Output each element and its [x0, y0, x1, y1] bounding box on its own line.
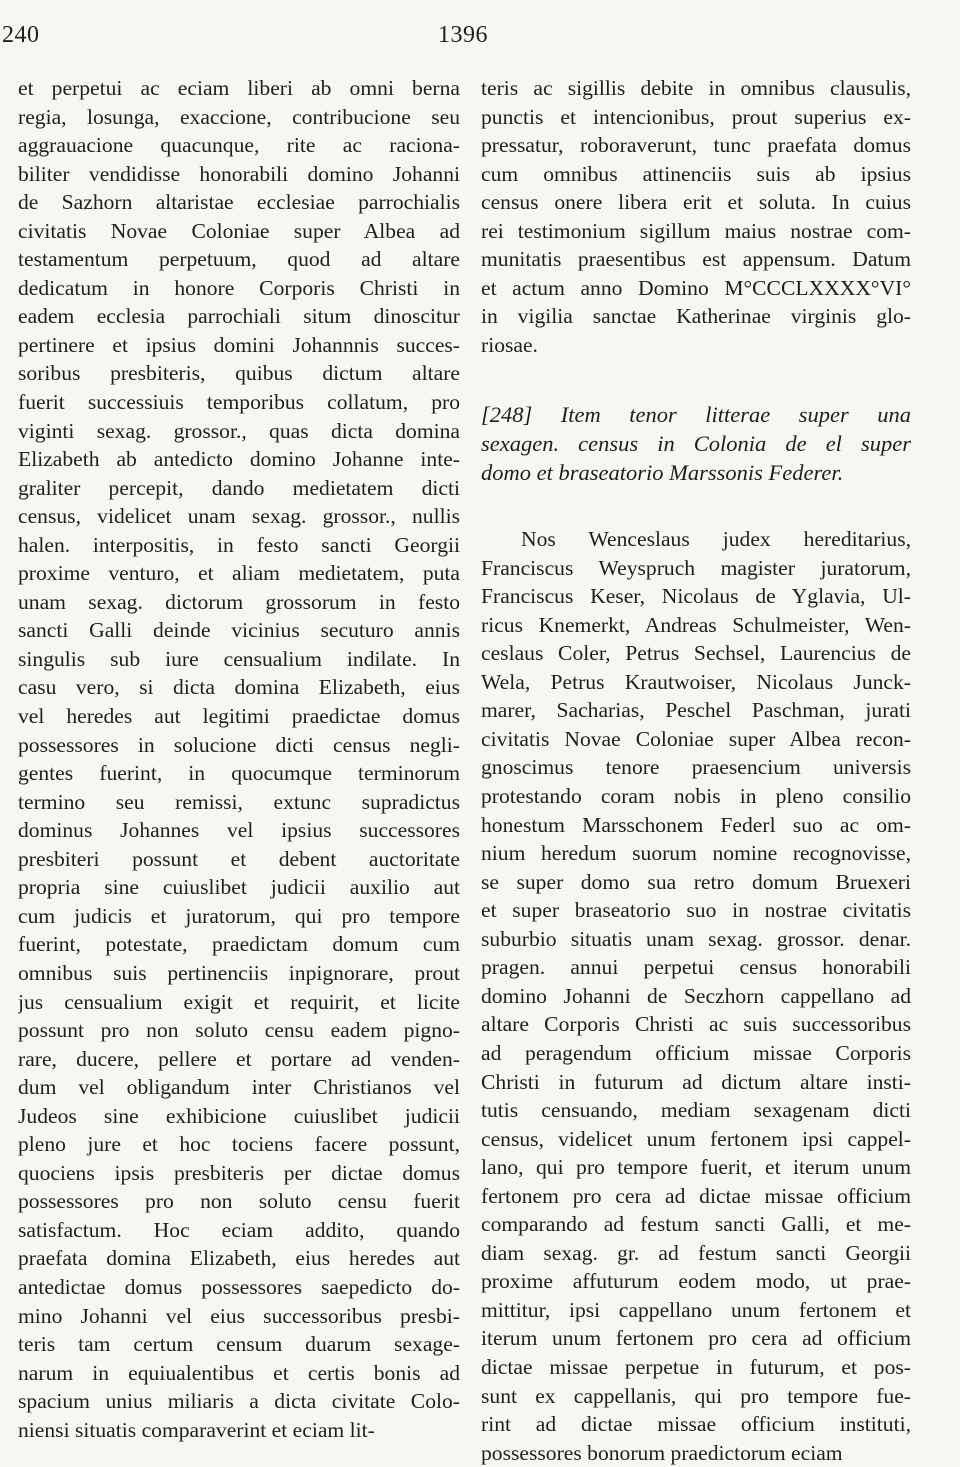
text-line: teris tam certum censum duarum sexage-	[18, 1332, 460, 1357]
text-line: dictae missae perpetue in futurum, et pos-	[481, 1354, 911, 1379]
text-line: Elizabeth ab antedicto domino Johanne inte-	[18, 447, 460, 472]
text-line: riosae.	[481, 332, 538, 357]
text-line: et actum anno Domino M°CCCLXXXX°VI°	[481, 275, 911, 300]
text-line: satisfactum. Hoc eciam addito, quando	[18, 1217, 460, 1242]
text-line: narum in equiualentibus et certis bonis ad	[18, 1360, 460, 1385]
text-line: suburbio situatis unam sexag. grossor. denar.	[481, 926, 911, 951]
text-line: civitatis Novae Coloniae super Albea ad	[18, 218, 460, 243]
text-line: se super domo sua retro domum Bruexeri	[481, 869, 911, 894]
text-line: possessores pro non soluto censu fuerit	[18, 1189, 460, 1214]
text-line: cum omnibus attinenciis suis ab ipsius	[481, 161, 911, 186]
right-column	[481, 74, 911, 1467]
text-line: biliter vendidisse honorabili domino Johanni	[18, 161, 460, 186]
text-line: domo et braseatorio Marssonis Federer.	[481, 459, 844, 485]
text-line: ceslaus Coler, Petrus Sechsel, Laurencius de	[481, 641, 911, 666]
text-line: testamentum perpetuum, quod ad altare	[18, 247, 460, 272]
text-line: honestum Marsschonem Federl suo ac om-	[481, 812, 911, 837]
text-line: possunt pro non soluto censu eadem pigno-	[18, 1018, 460, 1043]
text-line: ricus Knemerkt, Andreas Schulmeister, Wen-	[481, 612, 911, 637]
text-line: pleno jure et hoc tociens facere possunt,	[18, 1132, 460, 1157]
text-line: civitatis Novae Coloniae super Albea recon-	[481, 726, 911, 751]
text-line: diam sexag. gr. ad festum sancti Georgii	[481, 1240, 911, 1265]
text-line: sexagen. census in Colonia de el super	[481, 431, 911, 457]
text-line: comparando ad festum sancti Galli, et me-	[481, 1212, 911, 1237]
text-line: Nos Wenceslaus judex hereditarius,	[521, 527, 911, 552]
text-line: ad peragendum officium missae Corporis	[481, 1040, 911, 1065]
text-line: fertonem pro cera ad dictae missae officium	[481, 1183, 911, 1208]
text-line: singulis sub iure censualium indilate. In	[18, 646, 460, 671]
text-line: lano, qui pro tempore fuerit, et iterum unum	[481, 1155, 911, 1180]
text-line: vel heredes aut legitimi praedictae domus	[18, 704, 460, 729]
text-line: [248] Item tenor litterae super una	[481, 402, 911, 428]
text-line: nium heredum suorum nomine recognovisse,	[481, 841, 911, 866]
text-line: munitatis praesentibus est appensum. Datum	[481, 247, 911, 272]
running-head-year: 1396	[438, 22, 488, 48]
text-line: census, videlicet unam sexag. grossor., nullis	[18, 504, 460, 529]
text-line: Franciscus Keser, Nicolaus de Yglavia, Ul-	[481, 584, 911, 609]
text-line: omnibus suis pertinenciis inpignorare, prout	[18, 960, 460, 985]
text-line: fuerit successiuis temporibus collatum, pro	[18, 390, 460, 415]
text-line: halen. interpositis, in festo sancti Georgii	[18, 532, 460, 557]
text-line: protestando coram nobis in pleno consilio	[481, 784, 911, 809]
text-line: Franciscus Weyspruch magister juratorum,	[481, 555, 911, 580]
text-line: possessores in solucione dicti census negli-	[18, 732, 460, 757]
text-line: dedicatum in honore Corporis Christi in	[18, 275, 460, 300]
text-line: casu vero, si dicta domina Elizabeth, eius	[18, 675, 460, 700]
text-line: pertinere et ipsius domini Johannnis succes-	[18, 332, 460, 357]
text-line: census, videlicet unum fertonem ipsi cappel-	[481, 1126, 911, 1151]
text-line: niensi situatis comparaverint et eciam lit-	[18, 1417, 375, 1442]
text-line: altare Corporis Christi ac suis successoribus	[481, 1012, 911, 1037]
text-line: viginti sexag. grossor., quas dicta domina	[18, 418, 460, 443]
text-line: presbiteri possunt et debent auctoritate	[18, 846, 460, 871]
text-line: proxime affuturum eodem modo, ut prae-	[481, 1269, 911, 1294]
text-line: fuerint, potestate, praedictam domum cum	[18, 932, 460, 957]
text-line: rare, ducere, pellere et portare ad venden-	[18, 1046, 460, 1071]
text-line: cum judicis et juratorum, qui pro tempore	[18, 903, 460, 928]
text-line: possessores bonorum praedictorum eciam	[481, 1440, 843, 1465]
text-line: in vigilia sanctae Katherinae virginis glo-	[481, 304, 911, 329]
text-line: aggrauacione quacunque, rite ac raciona-	[18, 133, 460, 158]
text-line: Wela, Petrus Krautwoiser, Nicolaus Junck-	[481, 669, 911, 694]
text-line: pressatur, roboraverunt, tunc praefata domus	[481, 133, 911, 158]
left-column	[18, 74, 460, 1444]
text-line: propria sine cuiuslibet judicii auxilio aut	[18, 875, 460, 900]
text-line: termino seu remissi, extunc supradictus	[18, 789, 460, 814]
page-number: 240	[2, 22, 40, 48]
text-line: praefata domina Elizabeth, eius heredes aut	[18, 1246, 460, 1271]
right-column-paragraph-2	[481, 525, 911, 1467]
text-line: Judeos sine exhibicione cuiuslibet judicii	[18, 1103, 460, 1128]
document-heading	[481, 401, 911, 487]
text-line: gentes fuerint, in quocumque terminorum	[18, 761, 460, 786]
text-line: dominus Johannes vel ipsius successores	[18, 818, 460, 843]
text-line: antedictae domus possessores saepedicto do-	[18, 1274, 460, 1299]
text-line: jus censualium exigit et requirit, et licite	[18, 989, 460, 1014]
text-line: et super braseatorio suo in nostrae civitatis	[481, 898, 911, 923]
text-line: unam sexag. dictorum grossorum in festo	[18, 589, 460, 614]
text-line: proxime venturo, et aliam medietatem, puta	[18, 561, 460, 586]
spacer	[481, 359, 911, 401]
text-line: tutis censuando, mediam sexagenam dicti	[481, 1098, 911, 1123]
text-line: pragen. annui perpetui census honorabili	[481, 955, 911, 980]
right-column-paragraph-1	[481, 74, 911, 359]
text-line: sancti Galli deinde vicinius secuturo annis	[18, 618, 460, 643]
text-line: et perpetui ac eciam liberi ab omni berna	[18, 76, 460, 100]
text-line: dum vel obligandum inter Christianos vel	[18, 1075, 460, 1100]
text-line: mino Johanni vel eius successoribus presbi-	[18, 1303, 460, 1328]
text-line: regia, losunga, exaccione, contribucione seu	[18, 104, 460, 129]
text-line: marer, Sacharias, Peschel Paschman, jurati	[481, 698, 911, 723]
spacer	[481, 487, 911, 525]
text-line: teris ac sigillis debite in omnibus clausulis,	[481, 76, 911, 100]
text-line: rei testimonium sigillum maius nostrae com-	[481, 218, 911, 243]
text-line: graliter percepit, dando medietatem dicti	[18, 475, 460, 500]
text-line: census onere libera erit et soluta. In cuius	[481, 190, 911, 215]
text-line: de Sazhorn altaristae ecclesiae parrochialis	[18, 190, 460, 215]
text-line: rint ad dictae missae officium instituti,	[481, 1412, 911, 1437]
text-line: quociens ipsis presbiteris per dictae domus	[18, 1160, 460, 1185]
text-line: iterum unum fertonem pro cera ad officium	[481, 1326, 911, 1351]
text-line: soribus presbiteris, quibus dictum altare	[18, 361, 460, 386]
text-line: eadem ecclesia parrochiali situm dinoscitur	[18, 304, 460, 329]
text-line: gnoscimus tenore praesencium universis	[481, 755, 911, 780]
text-line: punctis et intencionibus, prout superius ex-	[481, 104, 911, 129]
text-line: spacium unius miliaris a dicta civitate Colo-	[18, 1389, 460, 1414]
text-line: sunt ex cappellanis, qui pro tempore fue-	[481, 1383, 911, 1408]
text-line: Christi in futurum ad dictum altare insti-	[481, 1069, 911, 1094]
text-line: domino Johanni de Seczhorn cappellano ad	[481, 983, 911, 1008]
text-line: mittitur, ipsi cappellano unum fertonem et	[481, 1297, 911, 1322]
